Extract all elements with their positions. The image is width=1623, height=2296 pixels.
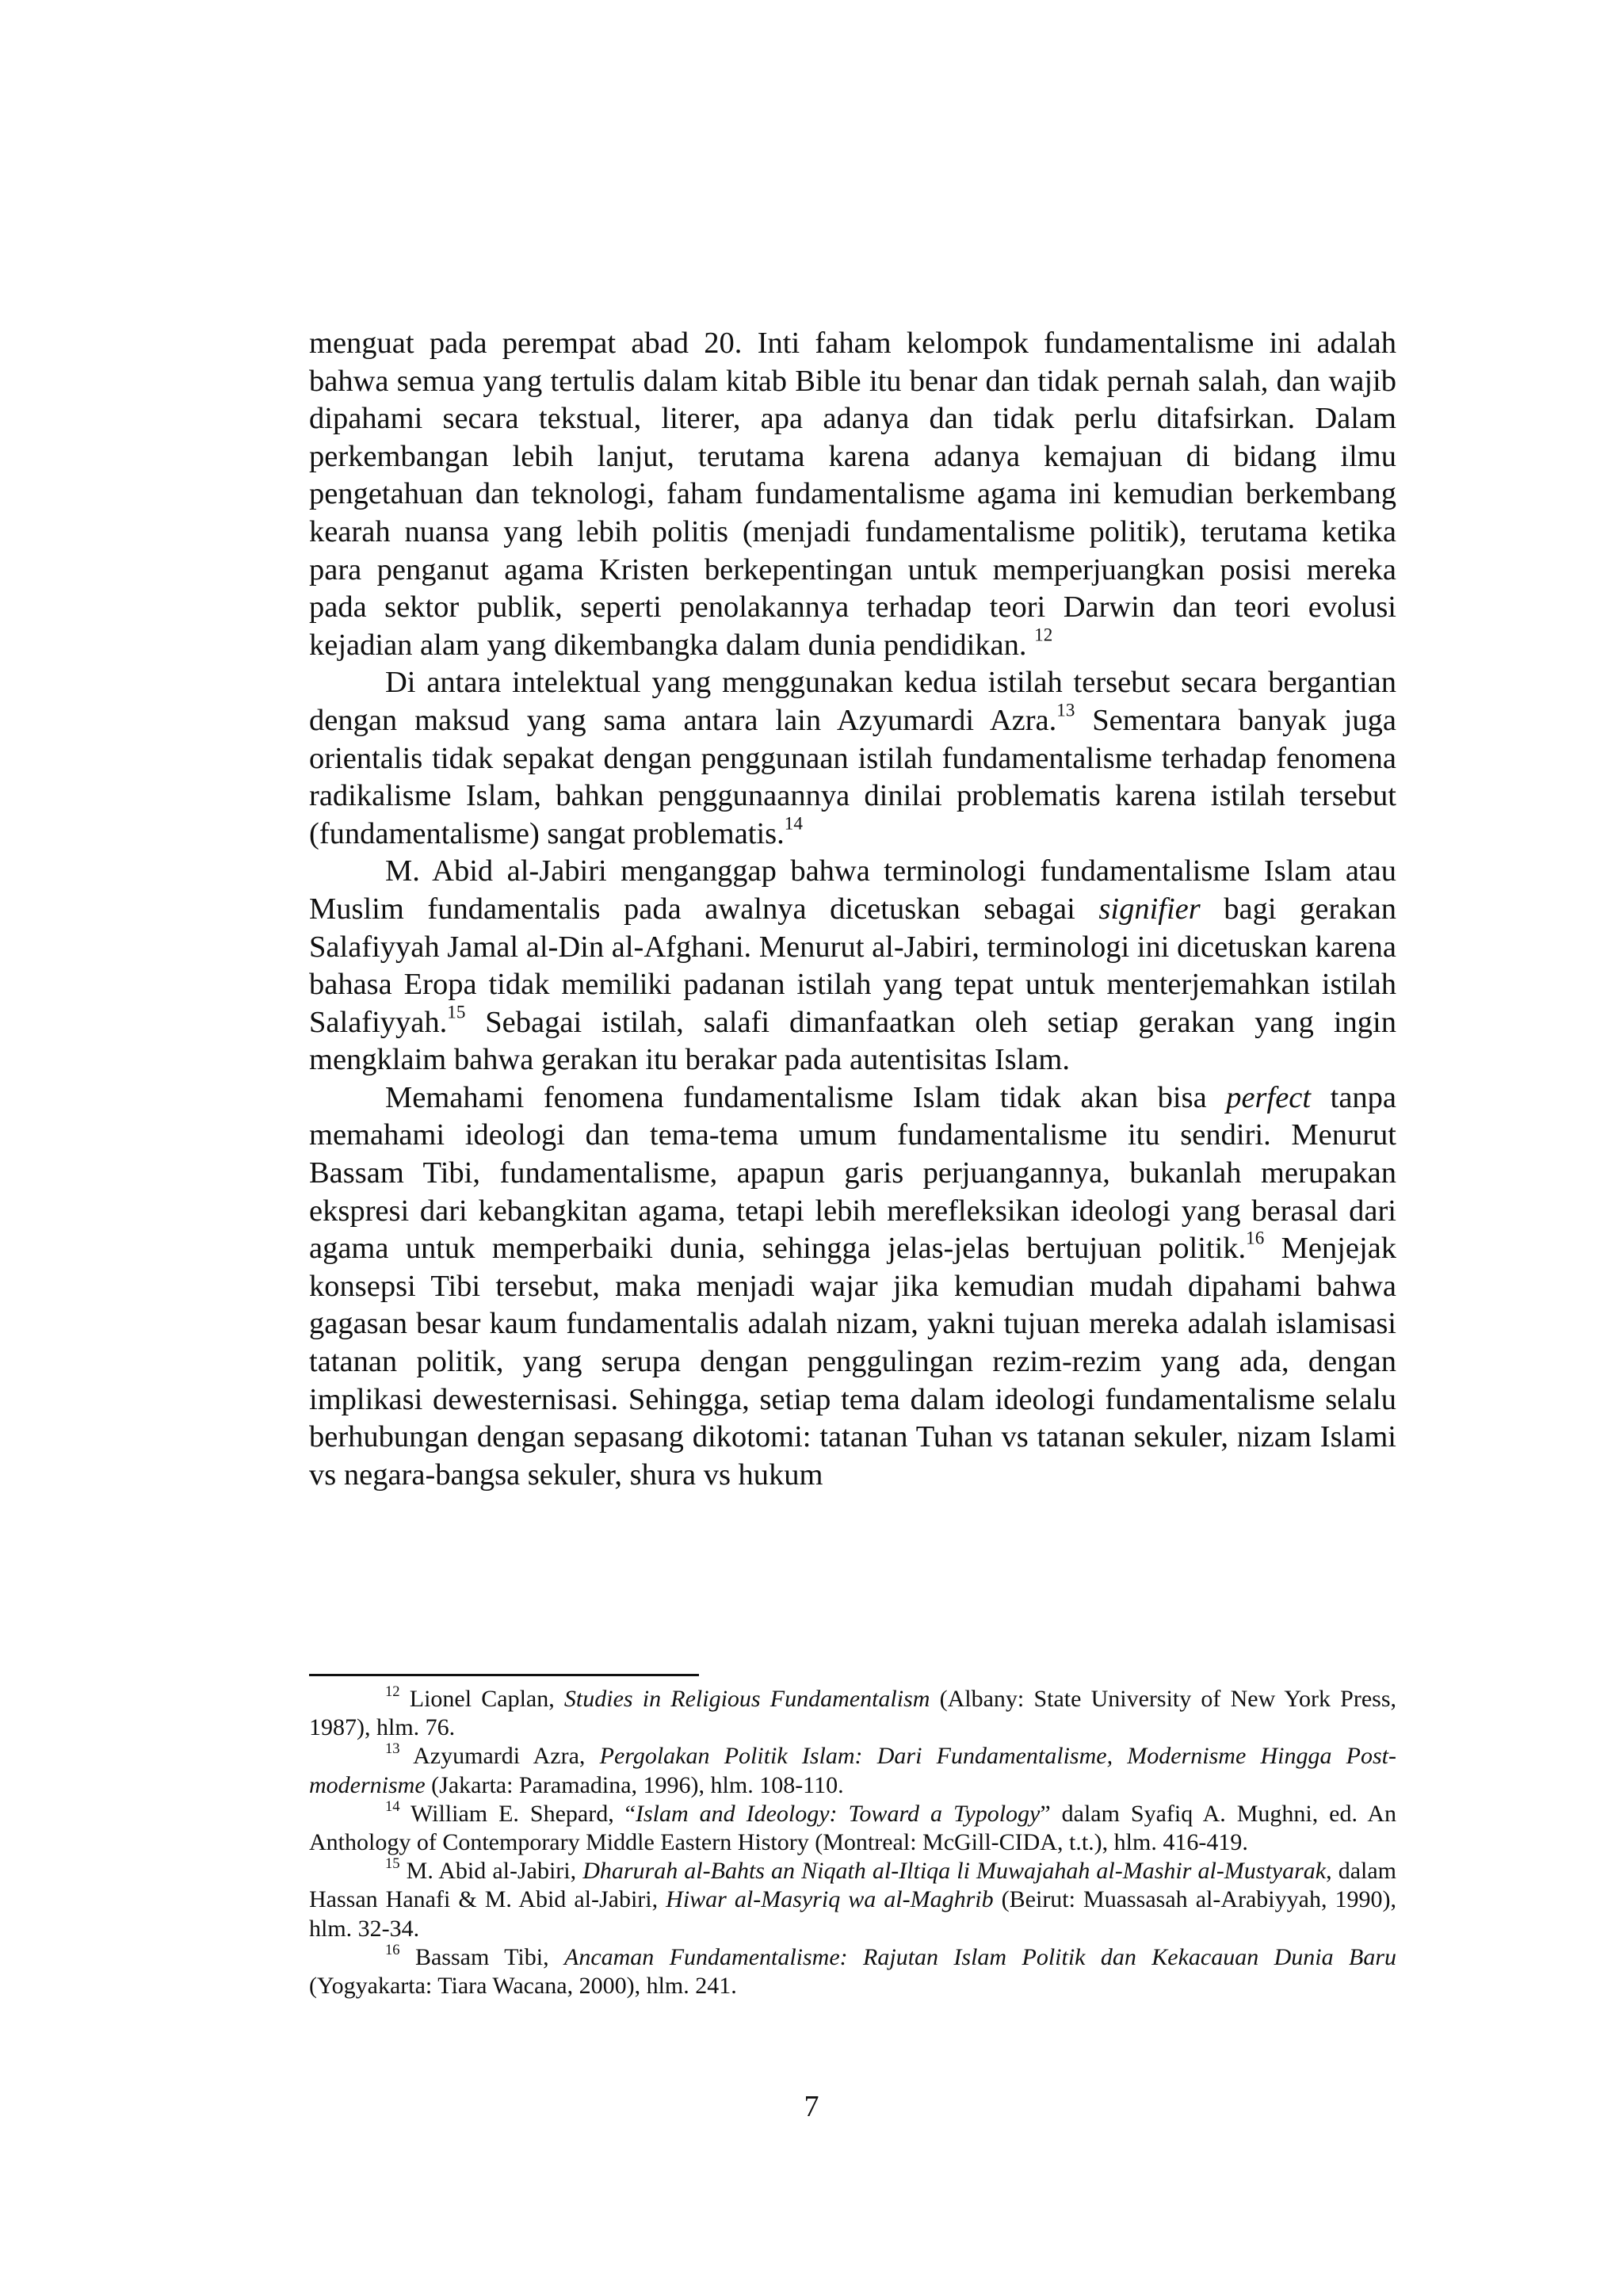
footnote-ref-14[interactable]: 14 [784, 812, 803, 834]
footnote-ref-16[interactable]: 16 [1246, 1227, 1265, 1248]
body-text [309, 325, 1396, 1494]
paragraph-1: menguat pada perempat abad 20. Inti faham kelompok fundamentalisme ini adalah bahwa semua yang tertulis dalam kitab Bible itu benar dan tidak pernah salah, dan wajib dipahami secara tekstual, literer, apa adanya dan tidak perlu ditafsirkan. Dalam perkembangan lebih lanjut, terutama karena adanya kemajuan di bidang ilmu pengetahuan dan teknologi, faham fundamentalisme agama ini kemudian berkembang kearah nuansa yang lebih politis (menjadi fundamentalisme politik), terutama ketika para penganut agama Kristen berkepentingan untuk memperjuangkan posisi mereka pada sektor publik, seperti penolakannya terhadap teori Darwin dan teori evolusi kejadian alam yang dikembangka dalam dunia pendidikan. $^{12}$ [309, 327, 1396, 662]
footnote-15: $^{15}$ M. Abid al-Jabiri, Dharurah al-Bahts an Niqath al-Iltiqa li Muwajahah al-Mashir al-Mustyarak, dalam Hassan Hanafi & M. Abid al-Jabiri, Hiwar al-Masyriq wa al-Maghrib (Beirut: Muassasah al-Arabiyyah, 1990), hlm. 32-34. [309, 1855, 1397, 1942]
footnote-ref-12[interactable]: 12 [1034, 624, 1053, 645]
paragraph-2: Di antara intelektual yang menggunakan kedua istilah tersebut secara bergantian dengan maksud yang sama antara lain Azyumardi Azra.$^{13}$ Sementara banyak juga orientalis tidak sepakat dengan penggunaan istilah fundamentalisme terhadap fenomena radikalisme Islam, bahkan penggunaannya dinilai problematis karena istilah tersebut (fundamentalisme) sangat problematis.$^{14}$ [309, 666, 1396, 850]
footnote-12: $^{12}$ Lionel Caplan, Studies in Religious Fundamentalism (Albany: State University of New York Press, 1987), hlm. 76. [309, 1683, 1396, 1741]
footnote-13: $^{13}$ Azyumardi Azra, Pergolakan Politik Islam: Dari Fundamentalisme, Modernisme Hingga Post-modernisme (Jakarta: Paramadina, 1996), hlm. 108-110. [309, 1740, 1396, 1798]
footnote-16: $^{16}$ Bassam Tibi, Ancaman Fundamentalisme: Rajutan Islam Politik dan Kekacauan Dunia Baru (Yogyakarta: Tiara Wacana, 2000), hlm. 241. [309, 1941, 1396, 2000]
footnotes [309, 1685, 1396, 2000]
footnote-separator [309, 1674, 699, 1676]
paragraph-3: M. Abid al-Jabiri menganggap bahwa terminologi fundamentalisme Islam atau Muslim fundamentalis pada awalnya dicetuskan sebagai signifier bagi gerakan Salafiyyah Jamal al-Din al-Afghani. Menurut al-Jabiri, terminologi ini dicetuskan karena bahasa Eropa tidak memiliki padanan istilah yang tepat untuk menterjemahkan istilah Salafiyyah.$^{15}$ Sebagai istilah, salafi dimanfaatkan oleh setiap gerakan yang ingin mengklaim bahwa gerakan itu berakar pada autentisitas Islam. [309, 854, 1397, 1077]
footnote-ref-13[interactable]: 13 [1056, 699, 1075, 720]
page-number: 7 [804, 2090, 819, 2123]
footnote-14: $^{14}$ William E. Shepard, “Islam and Ideology: Toward a Typology” dalam Syafiq A. Mughni, ed. An Anthology of Contemporary Middle Eastern History (Montreal: McGill-CIDA, t.t.), hlm. 416-419. [309, 1797, 1396, 1856]
footnote-ref-15[interactable]: 15 [447, 1001, 466, 1022]
paragraph-4: Memahami fenomena fundamentalisme Islam tidak akan bisa perfect tanpa memahami ideologi dan tema-tema umum fundamentalisme itu sendiri. Menurut Bassam Tibi, fundamentalisme, apapun garis perjuangannya, bukanlah merupakan ekspresi dari kebangkitan agama, tetapi lebih merefleksikan ideologi yang berasal dari agama untuk memperbaiki dunia, sehingga jelas-jelas bertujuan politik.$^{16}$ Menjejak konsepsi Tibi tersebut, maka menjadi wajar jika kemudian mudah dipahami bahwa gagasan besar kaum fundamentalis adalah nizam, yakni tujuan mereka adalah islamisasi tatanan politik, yang serupa dengan penggulingan rezim-rezim yang ada, dengan implikasi dewesternisasi. Sehingga, setiap tema dalam ideologi fundamentalisme selalu berhubungan dengan sepasang dikotomi: tatanan Tuhan vs tatanan sekuler, nizam Islami vs negara-bangsa sekuler, shura vs hukum [309, 1080, 1396, 1492]
